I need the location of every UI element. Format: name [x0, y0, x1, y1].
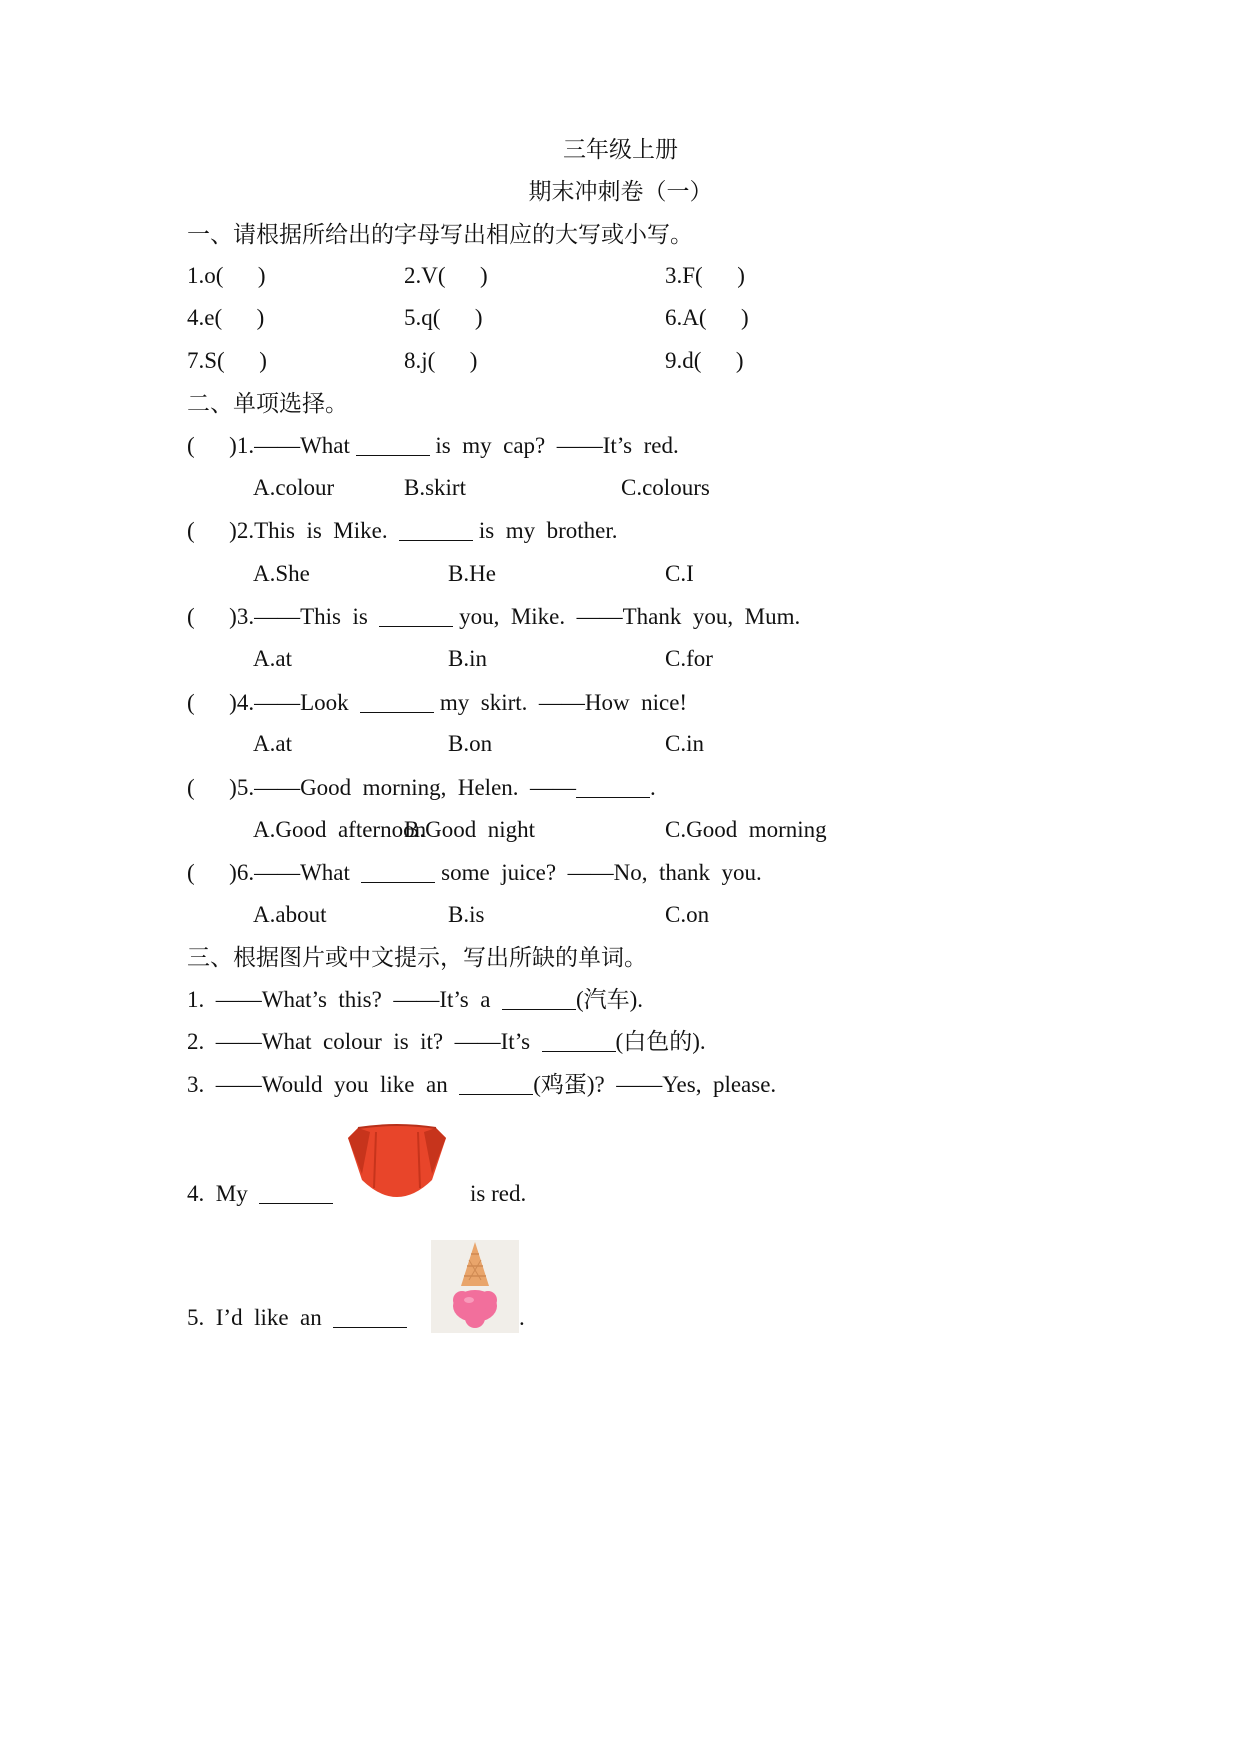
- option-a: A.at: [253, 731, 292, 756]
- page-subtitle: 期末冲刺卷（一）: [528, 179, 713, 204]
- item-text: is red.: [470, 1181, 527, 1206]
- question-text: you, Mike. ——Thank you, Mum.: [453, 604, 801, 629]
- question-text: ( )6.——What: [187, 860, 362, 885]
- question-text: ( )3.——This is: [187, 604, 380, 629]
- item-text: 4. My: [187, 1181, 260, 1206]
- fill-item-3: [187, 1070, 776, 1100]
- letter-item: 9.d( ): [665, 348, 744, 373]
- option-b: B.in: [448, 646, 487, 671]
- item-text: 2. ——What colour is it? ——It’s: [187, 1029, 542, 1054]
- item-text: 1. ——What’s this? ——It’s a: [187, 987, 502, 1012]
- question-4: [187, 688, 687, 718]
- answer-blank[interactable]: [361, 862, 435, 883]
- letter-item: 6.A( ): [665, 305, 749, 330]
- letter-item: 5.q( ): [404, 305, 483, 330]
- item-text: (白色的).: [615, 1029, 706, 1054]
- option-c: C.I: [665, 561, 694, 586]
- question-text: ( )1.——What: [187, 433, 356, 458]
- red-skirt-icon: [346, 1118, 448, 1213]
- item-text: (鸡蛋)? ——Yes, please.: [533, 1072, 777, 1097]
- item-text: 5. I’d like an: [187, 1305, 334, 1330]
- option-b: B.Good night: [404, 817, 535, 842]
- option-c: C.in: [665, 731, 704, 756]
- answer-blank[interactable]: [356, 435, 430, 456]
- question-text: some juice? ——No, thank you.: [435, 860, 762, 885]
- answer-blank[interactable]: [576, 777, 650, 798]
- item-text: .: [519, 1305, 525, 1330]
- answer-blank[interactable]: [360, 692, 434, 713]
- option-a: A.about: [253, 902, 327, 927]
- option-a: A.at: [253, 646, 292, 671]
- section3-heading: 三、根据图片或中文提示，写出所缺的单词。: [187, 945, 647, 970]
- question-5: [187, 773, 656, 803]
- question-2: [187, 516, 618, 546]
- letter-item: 1.o( ): [187, 263, 266, 288]
- question-text: .: [650, 775, 656, 800]
- question-1: [187, 431, 679, 461]
- option-a: A.She: [253, 561, 310, 586]
- option-c: C.Good morning: [665, 817, 827, 842]
- fill-item-5: [187, 1303, 407, 1333]
- option-c: C.colours: [621, 475, 710, 500]
- question-text: ( )5.——Good morning, Helen. ——: [187, 775, 577, 800]
- answer-blank[interactable]: [333, 1307, 407, 1328]
- letter-item: 4.e( ): [187, 305, 265, 330]
- answer-blank[interactable]: [542, 1031, 616, 1052]
- letter-item: 2.V( ): [404, 263, 488, 288]
- item-text: 3. ——Would you like an: [187, 1072, 460, 1097]
- letter-item: 3.F( ): [665, 263, 745, 288]
- ice-cream-icon: [431, 1240, 519, 1333]
- question-text: ( )4.——Look: [187, 690, 361, 715]
- answer-blank[interactable]: [459, 1074, 533, 1095]
- page-title: 三年级上册: [563, 137, 678, 162]
- option-b: B.He: [448, 561, 496, 586]
- fill-item-2: [187, 1027, 706, 1057]
- option-c: C.for: [665, 646, 713, 671]
- option-b: B.skirt: [404, 475, 466, 500]
- answer-blank[interactable]: [259, 1183, 333, 1204]
- option-b: B.on: [448, 731, 493, 756]
- question-3: [187, 602, 800, 632]
- question-text: is my cap? ——It’s red.: [429, 433, 679, 458]
- letter-item: 8.j( ): [404, 348, 478, 373]
- option-c: C.on: [665, 902, 710, 927]
- letter-item: 7.S( ): [187, 348, 267, 373]
- question-text: my skirt. ——How nice!: [434, 690, 688, 715]
- section1-heading: 一、请根据所给出的字母写出相应的大写或小写。: [187, 222, 693, 247]
- option-a: A.Good afternoon: [253, 817, 427, 842]
- section2-heading: 二、单项选择。: [187, 391, 348, 416]
- question-6: [187, 858, 762, 888]
- fill-item-1: [187, 985, 643, 1015]
- question-text: ( )2.This is Mike.: [187, 518, 400, 543]
- fill-item-4: [187, 1179, 333, 1209]
- question-text: is my brother.: [473, 518, 618, 543]
- option-b: B.is: [448, 902, 485, 927]
- option-a: A.colour: [253, 475, 335, 500]
- item-text: (汽车).: [575, 987, 644, 1012]
- answer-blank[interactable]: [399, 520, 473, 541]
- answer-blank[interactable]: [379, 606, 453, 627]
- answer-blank[interactable]: [502, 989, 576, 1010]
